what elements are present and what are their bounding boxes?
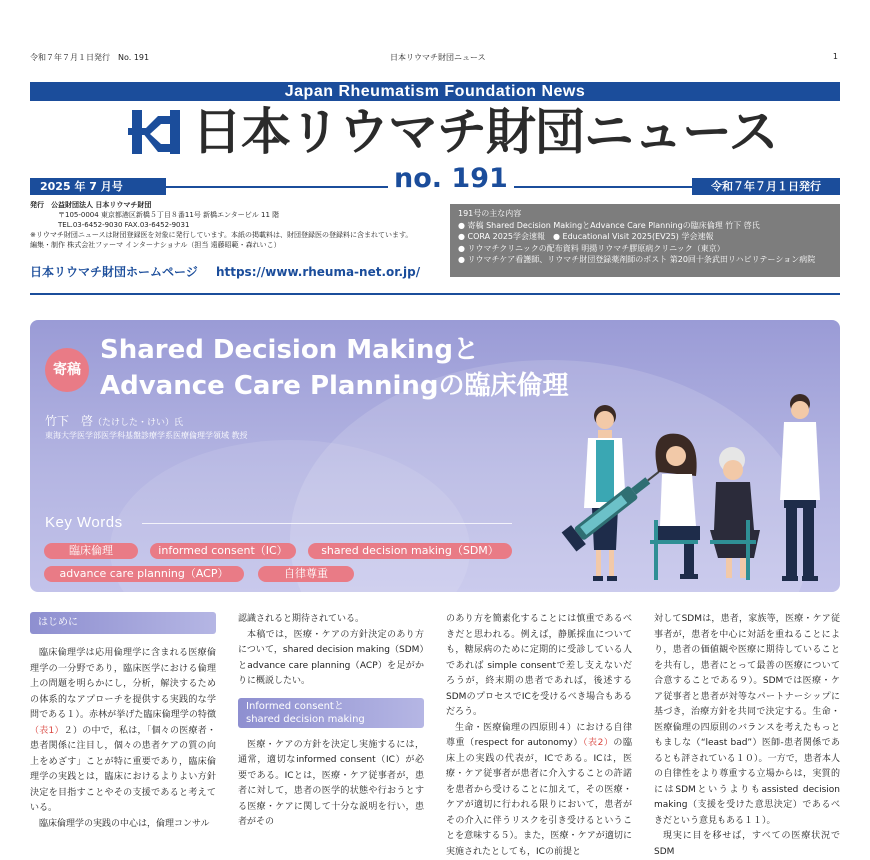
masthead-title: 日本リウマチ財団ニュース — [192, 100, 778, 164]
paragraph: 対してSDMは，患者，家族等，医療・ケア従事者が，患者を中心に対話を重ねることにより，患者の価値観や医療に期待していることを共有し，患者にとって最善の医療について合意することである９）。SDMでは医療・ケア従事者と患者が対等なパートナーシップに基づき，治療方針を共同で決定する。生命・医療倫理の四原則のバランスを考えたもっともましな（“least bad”）医師-患者関係であるとも評されている１０）。一方で，患者本人の自律性をより尊重する立場からは，実質的にはSDMというよりもassisted decision making（支援を受けた意思決定）であるべきだという意見もある１１）。 — [654, 612, 840, 829]
running-header — [30, 52, 840, 66]
paragraph-text: ２）の中で，私は，「個々の医療者・患者関係に注目し，個々の患者ケアの質の向上をめざす」ことが特に重要であり，臨床倫理学の実践とは，臨床におけるよりよい方針決定を目指すことやその支援であると考えている。 — [30, 726, 216, 814]
author-reading: （たけした・けい）氏 — [93, 418, 183, 428]
article-column-1 — [30, 612, 216, 832]
paragraph — [446, 721, 632, 860]
page-number: 1 — [833, 52, 838, 61]
header-divider — [30, 293, 840, 295]
paragraph: 本稿では，医療・ケアの方針決定のあり方について，shared decision making（SDM）とadvance care planning（ACP）を足がかりに概説したい。 — [238, 628, 424, 690]
rheumatism-foundation-logo-icon — [128, 106, 184, 158]
section-heading-ic-sdm — [238, 698, 424, 728]
contents-item: ● 寄稿 Shared Decision MakingとAdvance Care Planningの臨床倫理 竹下 啓氏 — [458, 220, 832, 232]
doctor-patient-family-illustration — [550, 390, 840, 590]
paragraph — [30, 646, 216, 817]
author-name — [45, 412, 183, 429]
keywords-title: Key Words — [45, 514, 123, 531]
article-column-2 — [238, 612, 424, 831]
english-banner: Japan Rheumatism Foundation News — [30, 82, 840, 101]
article-column-3 — [446, 612, 632, 860]
paragraph-text: 生命・医療倫理の四原則４）における自律尊重（respect for autonomy） — [446, 723, 632, 749]
keyword-pill: advance care planning（ACP） — [44, 566, 244, 582]
newsletter-name-line: 日本リウマチ財団ニュース — [390, 52, 486, 63]
publisher-address: 〒105-0004 東京都港区新橋５丁目８番11号 新橋エンタービル 11 階 — [30, 210, 440, 220]
homepage-label: 日本リウマチ財団ホームページ — [30, 265, 198, 279]
publisher-line: 発行 公益財団法人 日本リウマチ財団 — [30, 200, 440, 210]
feature-title — [100, 332, 569, 404]
feature-hero — [30, 320, 840, 592]
editor-credit: 編集・制作 株式会社ファーマ インターナショナル（担当 遠藤昭範・森れいこ） — [30, 240, 440, 250]
issue-publish-date: 令和７年７月１日発行 — [692, 178, 840, 195]
issue-number: no. 191 — [388, 163, 514, 195]
publisher-phone: TEL.03-6452-9030 FAX.03-6452-9031 — [30, 220, 440, 230]
elderly-patient-illustration — [710, 447, 760, 580]
issue-contents-box — [450, 204, 840, 277]
paragraph: のあり方を簡素化することには慎重であるべきだと思われる。例えば，静脈採血についても，糖尿病のために定期的に受診している人であれば simple consentで差し支えないだろうが，終末期の患者であれば，後述するSDMのプロセスでICを受けるべき場合もあるだろう。 — [446, 612, 632, 721]
homepage-link[interactable]: https://www.rheuma-net.or.jp/ — [216, 265, 420, 279]
section-heading-line2: shared decision making — [246, 713, 416, 726]
table-reference[interactable]: （表1） — [30, 726, 64, 736]
family-member-illustration — [780, 394, 820, 581]
keyword-pill: 自律尊重 — [258, 566, 354, 582]
contents-item: ● リウマチクリニックの配布資料 明揚リウマチ膠原病クリニック（東京） — [458, 243, 832, 255]
paragraph: 現実に目を移せば，すべての医療状況でSDM — [654, 829, 840, 860]
article-column-4 — [654, 612, 840, 860]
keyword-pill: shared decision making（SDM） — [308, 543, 512, 559]
publisher-note: ※リウマチ財団ニュースは財団登録医を対象に発行しています。本紙の掲載料は、財団登録医の登録料に含まれています。 — [30, 230, 440, 240]
patient-illustration — [650, 434, 700, 580]
issue-month: 2025 年 7 月号 — [30, 178, 166, 195]
contents-title: 191号の主な内容 — [458, 208, 832, 220]
feature-title-line1: Shared Decision Makingと — [100, 332, 569, 368]
publisher-info — [30, 200, 440, 250]
contribution-badge: 寄稿 — [45, 348, 89, 392]
section-heading-line1: Informed consentと — [246, 700, 416, 713]
paragraph: 医療・ケアの方針を決定し実施するには，通常，適切なinformed consent（IC）が必要である。ICとは，医療・ケア従事者が，患者に対して，患者の医学的状態や行おうとする医療・ケアに関して十分な説明を行い，患者がその — [238, 738, 424, 831]
table-reference[interactable]: （表2） — [583, 738, 613, 748]
paragraph: 認識されると期待されている。 — [238, 612, 424, 628]
author-affiliation: 東海大学医学部医学科基盤診療学系医療倫理学領域 教授 — [45, 430, 248, 441]
contents-item: ● CORA 2025学会速報 ● Educational Visit 2025(EV25) 学会速報 — [458, 231, 832, 243]
doctor-with-syringe-illustration — [562, 405, 667, 581]
paragraph-text: 臨床倫理学は応用倫理学に含まれる医療倫理学の一分野であり，臨床医学における倫理上の問題を明らかにし，分析，解決するための体系的なアプローチを提供する実践的な学問である１）。赤林が挙げた臨床倫理学の特徴 — [30, 648, 216, 720]
author-name-text: 竹下 啓 — [45, 414, 93, 428]
feature-title-line2: Advance Care Planningの臨床倫理 — [100, 368, 569, 404]
section-heading-intro: はじめに — [30, 612, 216, 634]
contents-item: ● リウマチケア看護師、リウマチ財団登録薬剤師のポスト 第20回十条武田リハビリテーション病院 — [458, 254, 832, 266]
keywords-rule — [142, 523, 512, 524]
keyword-pill: informed consent（IC） — [150, 543, 296, 559]
keyword-pill: 臨床倫理 — [44, 543, 138, 559]
issue-date-line: 令和７年７月１日発行 No. 191 — [30, 52, 149, 63]
homepage-line — [30, 263, 420, 280]
paragraph: 臨床倫理学の実践の中心は，倫理コンサル — [30, 817, 216, 833]
paragraph-text: の臨床上の実践の代表が，ICである。ICは，医療・ケア従事者が患者に介入することの許諾を患者から受けることに加えて，その医療・ケアが適切に行われる限りにおいて，患者がその介入に伴うリスクを引き受けるということを意味する５）。また，医療・ケアが適切に実施されたとしても，ICの前提と — [446, 738, 632, 857]
